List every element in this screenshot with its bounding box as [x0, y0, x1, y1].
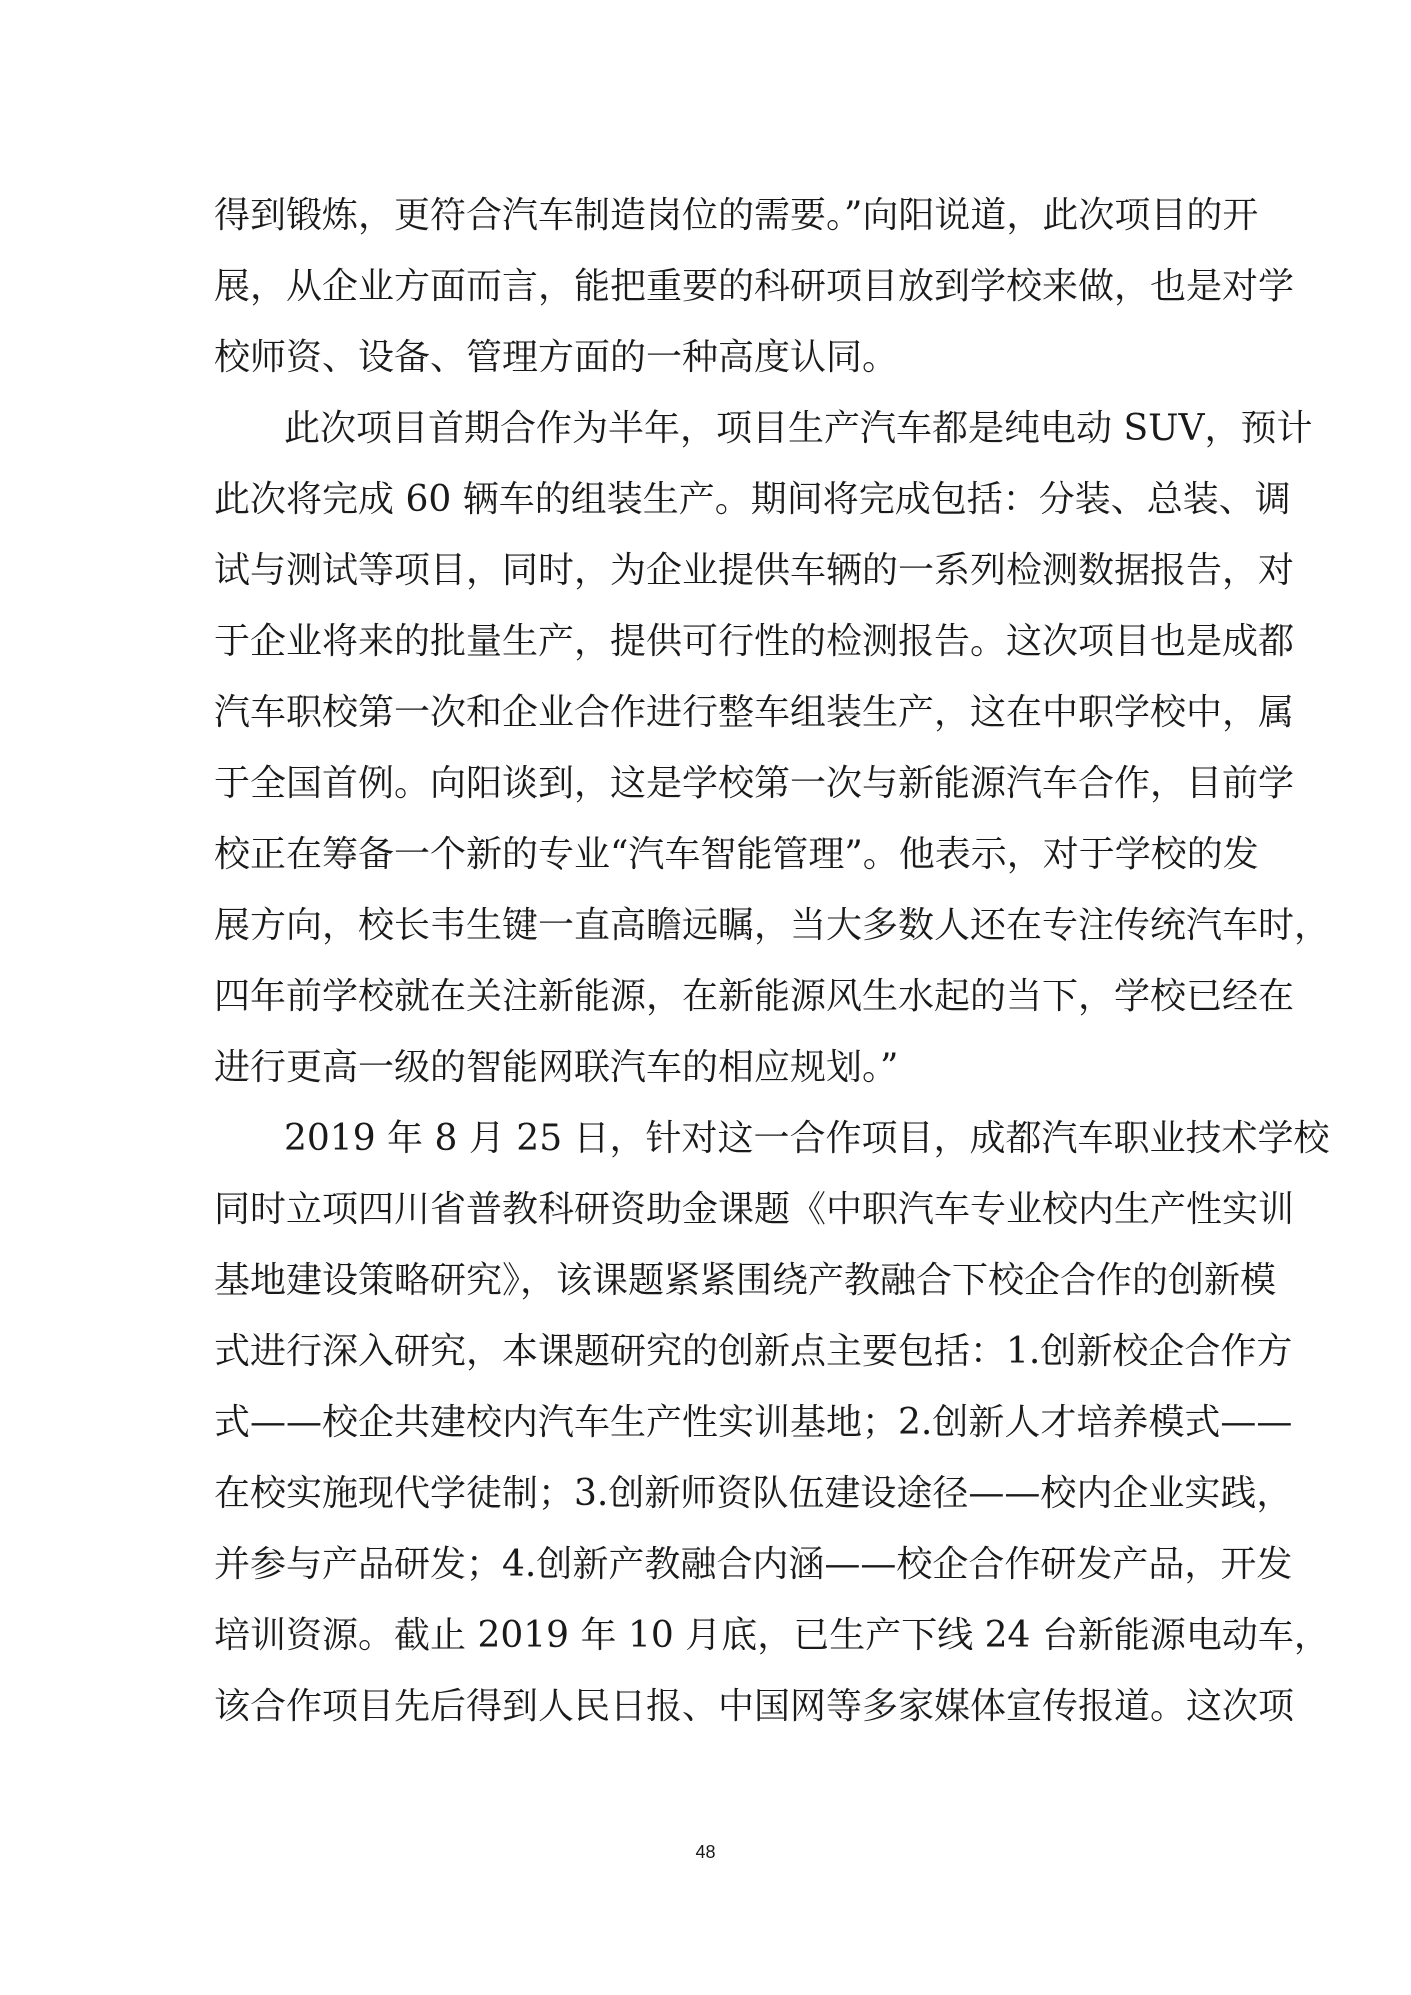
text-line: 展，从企业方面而言，能把重要的科研项目放到学校来做，也是对学 [214, 266, 1295, 307]
text-line: 展方向，校长韦生键一直高瞻远瞩，当大多数人还在专注传统汽车时， [214, 905, 1331, 946]
text-line: 试与测试等项目，同时，为企业提供车辆的一系列检测数据报告，对 [214, 550, 1295, 591]
text-line: 基地建设策略研究》，该课题紧紧围绕产教融合下校企合作的创新模 [214, 1260, 1277, 1301]
text-line: 同时立项四川省普教科研资助金课题《中职汽车专业校内生产性实训 [214, 1189, 1295, 1230]
text-line: 式进行深入研究，本课题研究的创新点主要包括：1.创新校企合作方 [214, 1331, 1293, 1372]
text-line: 四年前学校就在关注新能源，在新能源风生水起的当下，学校已经在 [214, 976, 1295, 1017]
text-line: 式——校企共建校内汽车生产性实训基地；2.创新人才培养模式—— [214, 1402, 1293, 1443]
text-line: 校正在筹备一个新的专业“汽车智能管理”。他表示，对于学校的发 [214, 834, 1259, 875]
page-number: 48 [695, 1842, 716, 1862]
text-line: 培训资源。截止 2019 年 10 月底，已生产下线 24 台新能源电动车， [214, 1615, 1330, 1656]
text-line: 2019 年 8 月 25 日，针对这一合作项目，成都汽车职业技术学校 [284, 1118, 1330, 1159]
text-line: 进行更高一级的智能网联汽车的相应规划。” [214, 1047, 899, 1088]
text-line: 于企业将来的批量生产，提供可行性的检测报告。这次项目也是成都 [214, 621, 1295, 662]
text-line: 此次将完成 60 辆车的组装生产。期间将完成包括：分装、总装、调 [214, 479, 1291, 520]
text-line: 此次项目首期合作为半年，项目生产汽车都是纯电动 SUV，预计 [284, 408, 1313, 449]
text-line: 于全国首例。向阳谈到，这是学校第一次与新能源汽车合作，目前学 [214, 763, 1295, 804]
text-line: 并参与产品研发；4.创新产教融合内涵——校企合作研发产品，开发 [214, 1544, 1293, 1585]
text-line: 校师资、设备、管理方面的一种高度认同。 [214, 337, 899, 378]
text-line: 得到锻炼，更符合汽车制造岗位的需要。”向阳说道，此次项目的开 [214, 195, 1259, 236]
body-text [214, 180, 1331, 1742]
text-line: 在校实施现代学徒制；3.创新师资队伍建设途径——校内企业实践， [214, 1473, 1293, 1514]
text-line: 该合作项目先后得到人民日报、中国网等多家媒体宣传报道。这次项 [214, 1686, 1295, 1727]
text-line: 汽车职校第一次和企业合作进行整车组装生产，这在中职学校中，属 [214, 692, 1295, 733]
